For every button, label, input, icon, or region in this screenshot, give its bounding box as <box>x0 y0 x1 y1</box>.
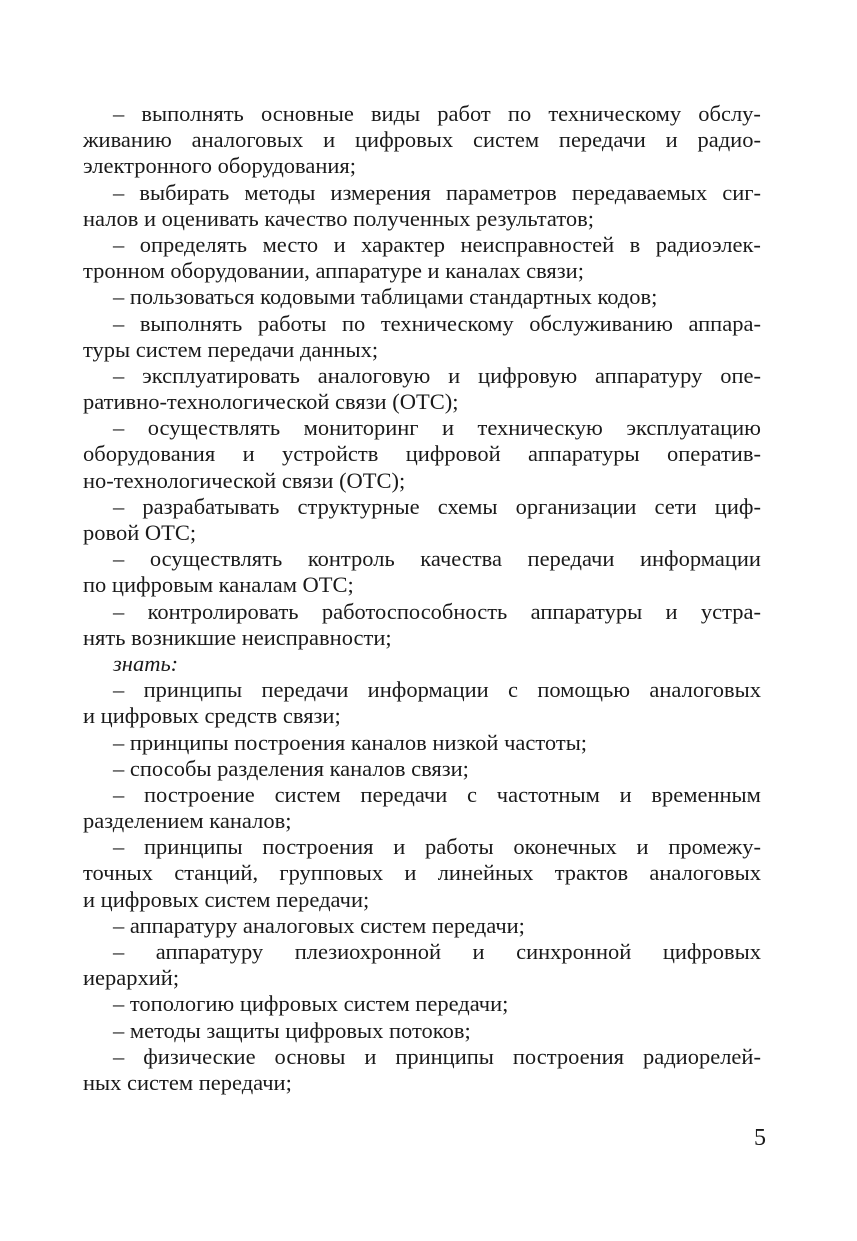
word: систем <box>274 781 341 807</box>
text-line <box>83 599 761 625</box>
text-line <box>83 468 761 494</box>
text-line <box>83 363 761 389</box>
text-line <box>83 389 761 415</box>
word: контроль <box>307 546 395 572</box>
word: и <box>364 1043 377 1069</box>
word: и <box>333 231 346 257</box>
word: передачи <box>527 546 615 572</box>
word: – <box>113 101 125 126</box>
text-line <box>83 965 761 991</box>
line-content: знать: <box>113 650 179 676</box>
word: – <box>113 834 125 860</box>
word: принципы <box>395 1043 494 1069</box>
word: станций, <box>174 860 259 886</box>
word: точных <box>83 860 153 886</box>
word: передаваемых <box>571 179 708 205</box>
text-line <box>83 756 761 782</box>
word: эксплуатировать <box>142 362 300 388</box>
text-line <box>83 337 761 363</box>
word: организации <box>515 493 637 519</box>
word: – <box>113 546 125 572</box>
word: – <box>113 1043 125 1069</box>
word: техническую <box>477 415 603 441</box>
text-line <box>83 834 761 860</box>
word: работ <box>437 101 491 126</box>
word: и <box>404 860 417 886</box>
line-content: тронном оборудовании, аппаратуре и каналах связи; <box>83 258 584 284</box>
word: аналоговых <box>649 677 761 703</box>
word: основы <box>274 1043 346 1069</box>
word: виды <box>370 101 421 126</box>
word: основные <box>260 101 354 126</box>
line-content: налов и оценивать качество полученных результатов; <box>83 205 594 231</box>
text-line <box>83 258 761 284</box>
text-line <box>83 887 761 913</box>
word: принципы <box>143 677 243 703</box>
word: и <box>242 441 255 467</box>
word: контролировать <box>147 598 299 624</box>
word: осуществлять <box>149 546 283 572</box>
word: устра- <box>700 598 761 624</box>
word: с <box>508 677 518 703</box>
word: – <box>113 781 125 807</box>
word: информации <box>367 677 489 703</box>
word: помощью <box>537 677 631 703</box>
text-line <box>83 782 761 808</box>
text-line <box>83 703 761 729</box>
word: и <box>619 781 632 807</box>
word: групповых <box>279 860 384 886</box>
word: передачи <box>360 781 448 807</box>
word: – <box>113 310 125 336</box>
word: по <box>341 310 366 336</box>
text-line <box>83 494 761 520</box>
word: передачи <box>261 677 349 703</box>
line-content: иерархий; <box>83 965 180 991</box>
word: радиоэлек- <box>655 231 761 257</box>
text-line <box>83 625 761 651</box>
word: оборудования <box>83 441 216 467</box>
word: и <box>448 362 461 388</box>
word: опе- <box>720 362 761 388</box>
text-line <box>83 520 761 546</box>
text-line <box>83 808 761 834</box>
word: аппаратуру <box>155 939 264 964</box>
word: построения <box>512 1043 625 1069</box>
text-line <box>83 730 761 756</box>
word: частотным <box>496 781 600 807</box>
word: трактов <box>554 860 629 886</box>
word: в <box>629 231 641 257</box>
word: разрабатывать <box>142 493 280 519</box>
word: аппаратуры <box>530 598 643 624</box>
line-content: ративно-технологической связи (ОТС); <box>83 389 459 415</box>
line-content: – аппаратуру аналоговых систем передачи; <box>113 912 525 938</box>
word: сети <box>654 493 697 519</box>
word: – <box>113 179 125 205</box>
word: и <box>472 939 485 964</box>
word: циф- <box>714 493 761 519</box>
word: цифровых <box>662 939 761 964</box>
word: измерения <box>330 179 431 205</box>
word: оконечных <box>513 834 617 860</box>
text-line <box>83 206 761 232</box>
word: принципы <box>143 834 243 860</box>
text-line <box>83 913 761 939</box>
word: качества <box>420 546 502 572</box>
word: цифровую <box>478 362 578 388</box>
word: и <box>665 598 678 624</box>
line-content: туры систем передачи данных; <box>83 336 379 362</box>
word: – <box>113 939 125 964</box>
line-content: – методы защиты цифровых потоков; <box>113 1017 471 1043</box>
word: схемы <box>437 493 498 519</box>
word: плезиохронной <box>294 939 441 964</box>
word: мониторинг <box>303 415 419 441</box>
text-line <box>83 180 761 206</box>
text-line <box>83 572 761 598</box>
word: – <box>113 362 125 388</box>
word: радиорелей- <box>642 1043 761 1069</box>
text-line <box>83 860 761 886</box>
word: радио- <box>697 127 761 153</box>
word: систем <box>472 127 540 153</box>
word: аналоговых <box>191 127 304 153</box>
word: аппаратуру <box>594 362 703 388</box>
word: с <box>467 781 478 807</box>
line-content: но-технологической связи (ОТС); <box>83 467 406 493</box>
line-content: – топологию цифровых систем передачи; <box>113 991 509 1017</box>
line-content: ных систем передачи; <box>83 1069 292 1095</box>
word: построение <box>144 781 255 807</box>
text-line <box>83 232 761 258</box>
word: – <box>113 231 125 257</box>
word: техническому <box>380 310 514 336</box>
word: – <box>113 677 125 703</box>
text-line <box>83 311 761 337</box>
word: устройств <box>282 441 379 467</box>
word: линейных <box>437 860 534 886</box>
line-content: электронного оборудования; <box>83 153 357 179</box>
text-line <box>83 1044 761 1070</box>
line-content: нять возникшие неисправности; <box>83 624 392 650</box>
line-content: разделением каналов; <box>83 808 292 834</box>
text-line <box>83 284 761 310</box>
word: живанию <box>83 127 172 153</box>
text-line <box>83 415 761 441</box>
text-line <box>83 991 761 1017</box>
word: аналоговую <box>317 362 431 388</box>
line-content: – принципы построения каналов низкой частоты; <box>113 729 588 755</box>
word: обслуживанию <box>529 310 673 336</box>
word: информации <box>639 546 761 572</box>
text-line <box>83 101 761 127</box>
word: физические <box>143 1043 256 1069</box>
word: техническому <box>548 101 682 126</box>
text-line <box>83 1070 761 1096</box>
word: и <box>636 834 649 860</box>
text-line <box>83 1018 761 1044</box>
word: по <box>507 101 532 126</box>
word: и <box>665 127 678 153</box>
word: цифровых <box>354 127 454 153</box>
word: и <box>393 834 406 860</box>
word: цифровой <box>405 441 501 467</box>
word: передачи <box>558 127 646 153</box>
word: – <box>113 493 125 519</box>
word: построения <box>262 834 374 860</box>
word: – <box>113 598 125 624</box>
word: работы <box>257 310 327 336</box>
line-content: – способы разделения каналов связи; <box>113 755 469 781</box>
body-text <box>83 101 761 1096</box>
word: оператив- <box>667 441 761 467</box>
line-content: – пользоваться кодовыми таблицами стандартных кодов; <box>113 284 658 310</box>
word: параметров <box>446 179 557 205</box>
text-line <box>83 677 761 703</box>
line-content: и цифровых систем передачи; <box>83 886 370 912</box>
word: работоспособность <box>321 598 508 624</box>
word: сиг- <box>722 179 761 205</box>
word: определять <box>139 231 248 257</box>
word: осуществлять <box>147 415 281 441</box>
word: – <box>113 415 125 441</box>
word: и <box>441 415 455 441</box>
word: аппаратуры <box>528 441 640 467</box>
word: аналоговых <box>649 860 761 886</box>
word: аппара- <box>688 310 761 336</box>
word: временным <box>651 781 761 807</box>
word: неисправностей <box>460 231 615 257</box>
word: место <box>262 231 319 257</box>
word: выполнять <box>141 101 244 126</box>
word: выполнять <box>139 310 243 336</box>
word: промежу- <box>668 834 761 860</box>
text-line <box>83 441 761 467</box>
word: эксплуатацию <box>626 415 761 441</box>
text-line <box>83 153 761 179</box>
line-content: ровой ОТС; <box>83 520 197 545</box>
word: работы <box>425 834 494 860</box>
text-line <box>83 127 761 153</box>
word: обслу- <box>698 101 761 126</box>
section-heading <box>83 651 761 677</box>
word: выбирать <box>139 179 230 205</box>
page-number: 5 <box>754 1125 766 1151</box>
text-line <box>83 546 761 572</box>
word: характер <box>361 231 446 257</box>
word: структурные <box>297 493 420 519</box>
word: синхронной <box>516 939 632 964</box>
word: методы <box>244 179 316 205</box>
line-content: и цифровых средств связи; <box>83 703 341 729</box>
line-content: по цифровым каналам ОТС; <box>83 572 354 598</box>
word: и <box>323 127 336 153</box>
text-line <box>83 939 761 965</box>
